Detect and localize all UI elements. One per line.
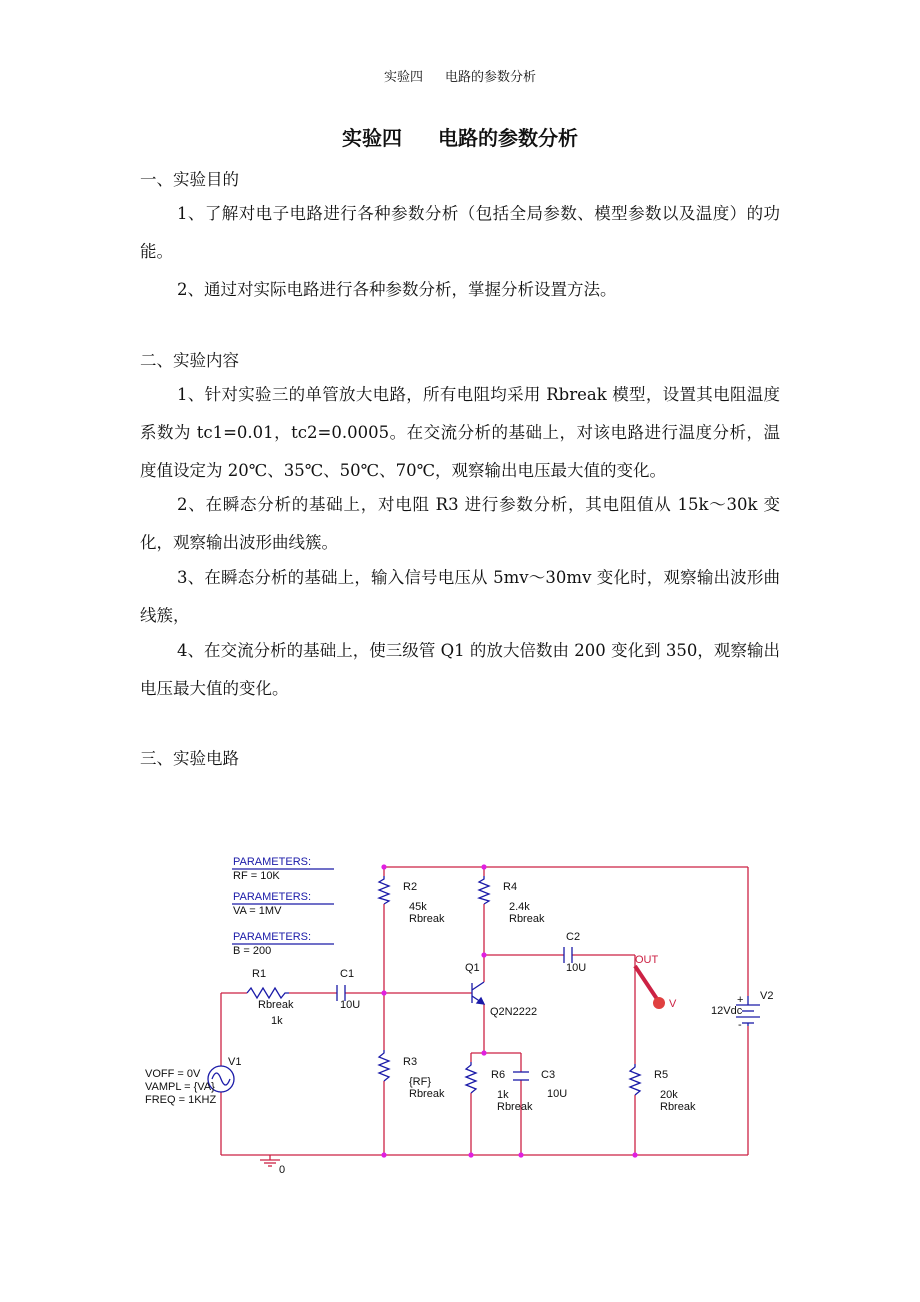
v1-voff: VOFF = 0V [145, 1068, 201, 1080]
r6-value: 1k [497, 1089, 509, 1101]
r1-ref: R1 [252, 968, 267, 980]
section-heading-purpose: 一、实验目的 [140, 170, 239, 189]
capacitor-c3 [513, 1072, 529, 1080]
title-part2: 电路的参数分析 [438, 126, 578, 150]
r5-value: 20k [660, 1089, 678, 1101]
param-header-rf: PARAMETERS: [233, 856, 312, 868]
r4-ref: R4 [503, 881, 518, 893]
r5-ref: R5 [654, 1069, 669, 1081]
title-part1: 实验四 [342, 126, 402, 150]
purpose-item-1: 1、了解对电子电路进行各种参数分析（包括全局参数、模型参数以及温度）的功能。 [140, 204, 780, 261]
purpose-item-2: 2、通过对实际电路进行各种参数分析，掌握分析设置方法。 [177, 280, 617, 299]
capacitor-c2 [564, 947, 572, 963]
r1-value: 1k [271, 1015, 283, 1027]
out-label: OUT [635, 954, 659, 966]
r5-model: Rbreak [660, 1101, 696, 1113]
r2-value: 45k [409, 901, 427, 913]
v1-freq: FREQ = 1KHZ [145, 1094, 217, 1106]
section-heading-content: 二、实验内容 [140, 351, 239, 370]
c1-ref: C1 [340, 968, 355, 980]
running-header-part1: 实验四 [383, 70, 423, 85]
resistor-r3 [379, 1050, 389, 1081]
r3-value: {RF} [409, 1076, 432, 1088]
c2-value: 10U [566, 962, 587, 974]
q1-model: Q2N2222 [490, 1006, 538, 1018]
r2-model: Rbreak [409, 913, 445, 925]
section-heading-circuit: 三、实验电路 [140, 749, 239, 768]
c3-ref: C3 [541, 1069, 556, 1081]
running-header-part2: 电路的参数分析 [445, 70, 537, 85]
param-value-va: VA = 1MV [233, 905, 282, 917]
probe-label: V [669, 998, 677, 1010]
param-value-b: B = 200 [233, 945, 272, 957]
r4-model: Rbreak [509, 913, 545, 925]
c3-value: 10U [547, 1088, 568, 1100]
resistor-r6 [466, 1062, 476, 1093]
resistor-r4 [479, 876, 489, 904]
content-item-3: 3、在瞬态分析的基础上，输入信号电压从 5mv～30mv 变化时，观察输出波形曲线簇， [140, 568, 780, 625]
r3-model: Rbreak [409, 1088, 445, 1100]
transistor-q1 [472, 982, 484, 1004]
v2-plus: + [737, 994, 744, 1006]
r1-model: Rbreak [258, 999, 294, 1011]
c1-value: 10U [340, 999, 361, 1011]
r6-ref: R6 [491, 1069, 506, 1081]
resistor-r5 [630, 1064, 640, 1095]
resistor-r2 [379, 876, 389, 904]
r4-value: 2.4k [509, 901, 530, 913]
content-item-4: 4、在交流分析的基础上，使三级管 Q1 的放大倍数由 200 变化到 350，观察输出电压最大值的变化。 [140, 641, 780, 698]
v2-ref: V2 [760, 990, 774, 1002]
ground-symbol [260, 1160, 280, 1166]
ground-label: 0 [279, 1164, 286, 1176]
voltage-probe [635, 966, 665, 1009]
wires [221, 867, 748, 1160]
v2-minus: - [738, 1019, 742, 1031]
r6-model: Rbreak [497, 1101, 533, 1113]
r3-ref: R3 [403, 1056, 418, 1068]
v1-vampl: VAMPL = {VA} [145, 1081, 215, 1093]
param-value-rf: RF = 10K [233, 870, 280, 882]
v2-value: 12Vdc [711, 1005, 743, 1017]
q1-ref: Q1 [465, 962, 480, 974]
c2-ref: C2 [566, 931, 581, 943]
v1-ref: V1 [228, 1056, 242, 1068]
param-header-va: PARAMETERS: [233, 891, 312, 903]
content-item-1: 1、针对实验三的单管放大电路，所有电阻均采用 Rbreak 模型，设置其电阻温度系数为 tc1=0.01，tc2=0.0005。在交流分析的基础上，对该电路进行温度分析，温度值设定为 20℃、35℃、50℃、70℃，观察输出电压最大值的变化。 [140, 385, 780, 480]
r2-ref: R2 [403, 881, 418, 893]
resistor-r1 [247, 988, 289, 998]
content-item-2: 2、在瞬态分析的基础上，对电阻 R3 进行参数分析，其电阻值从 15k～30k 变化，观察输出波形曲线簇。 [140, 495, 780, 552]
param-header-b: PARAMETERS: [233, 931, 312, 943]
